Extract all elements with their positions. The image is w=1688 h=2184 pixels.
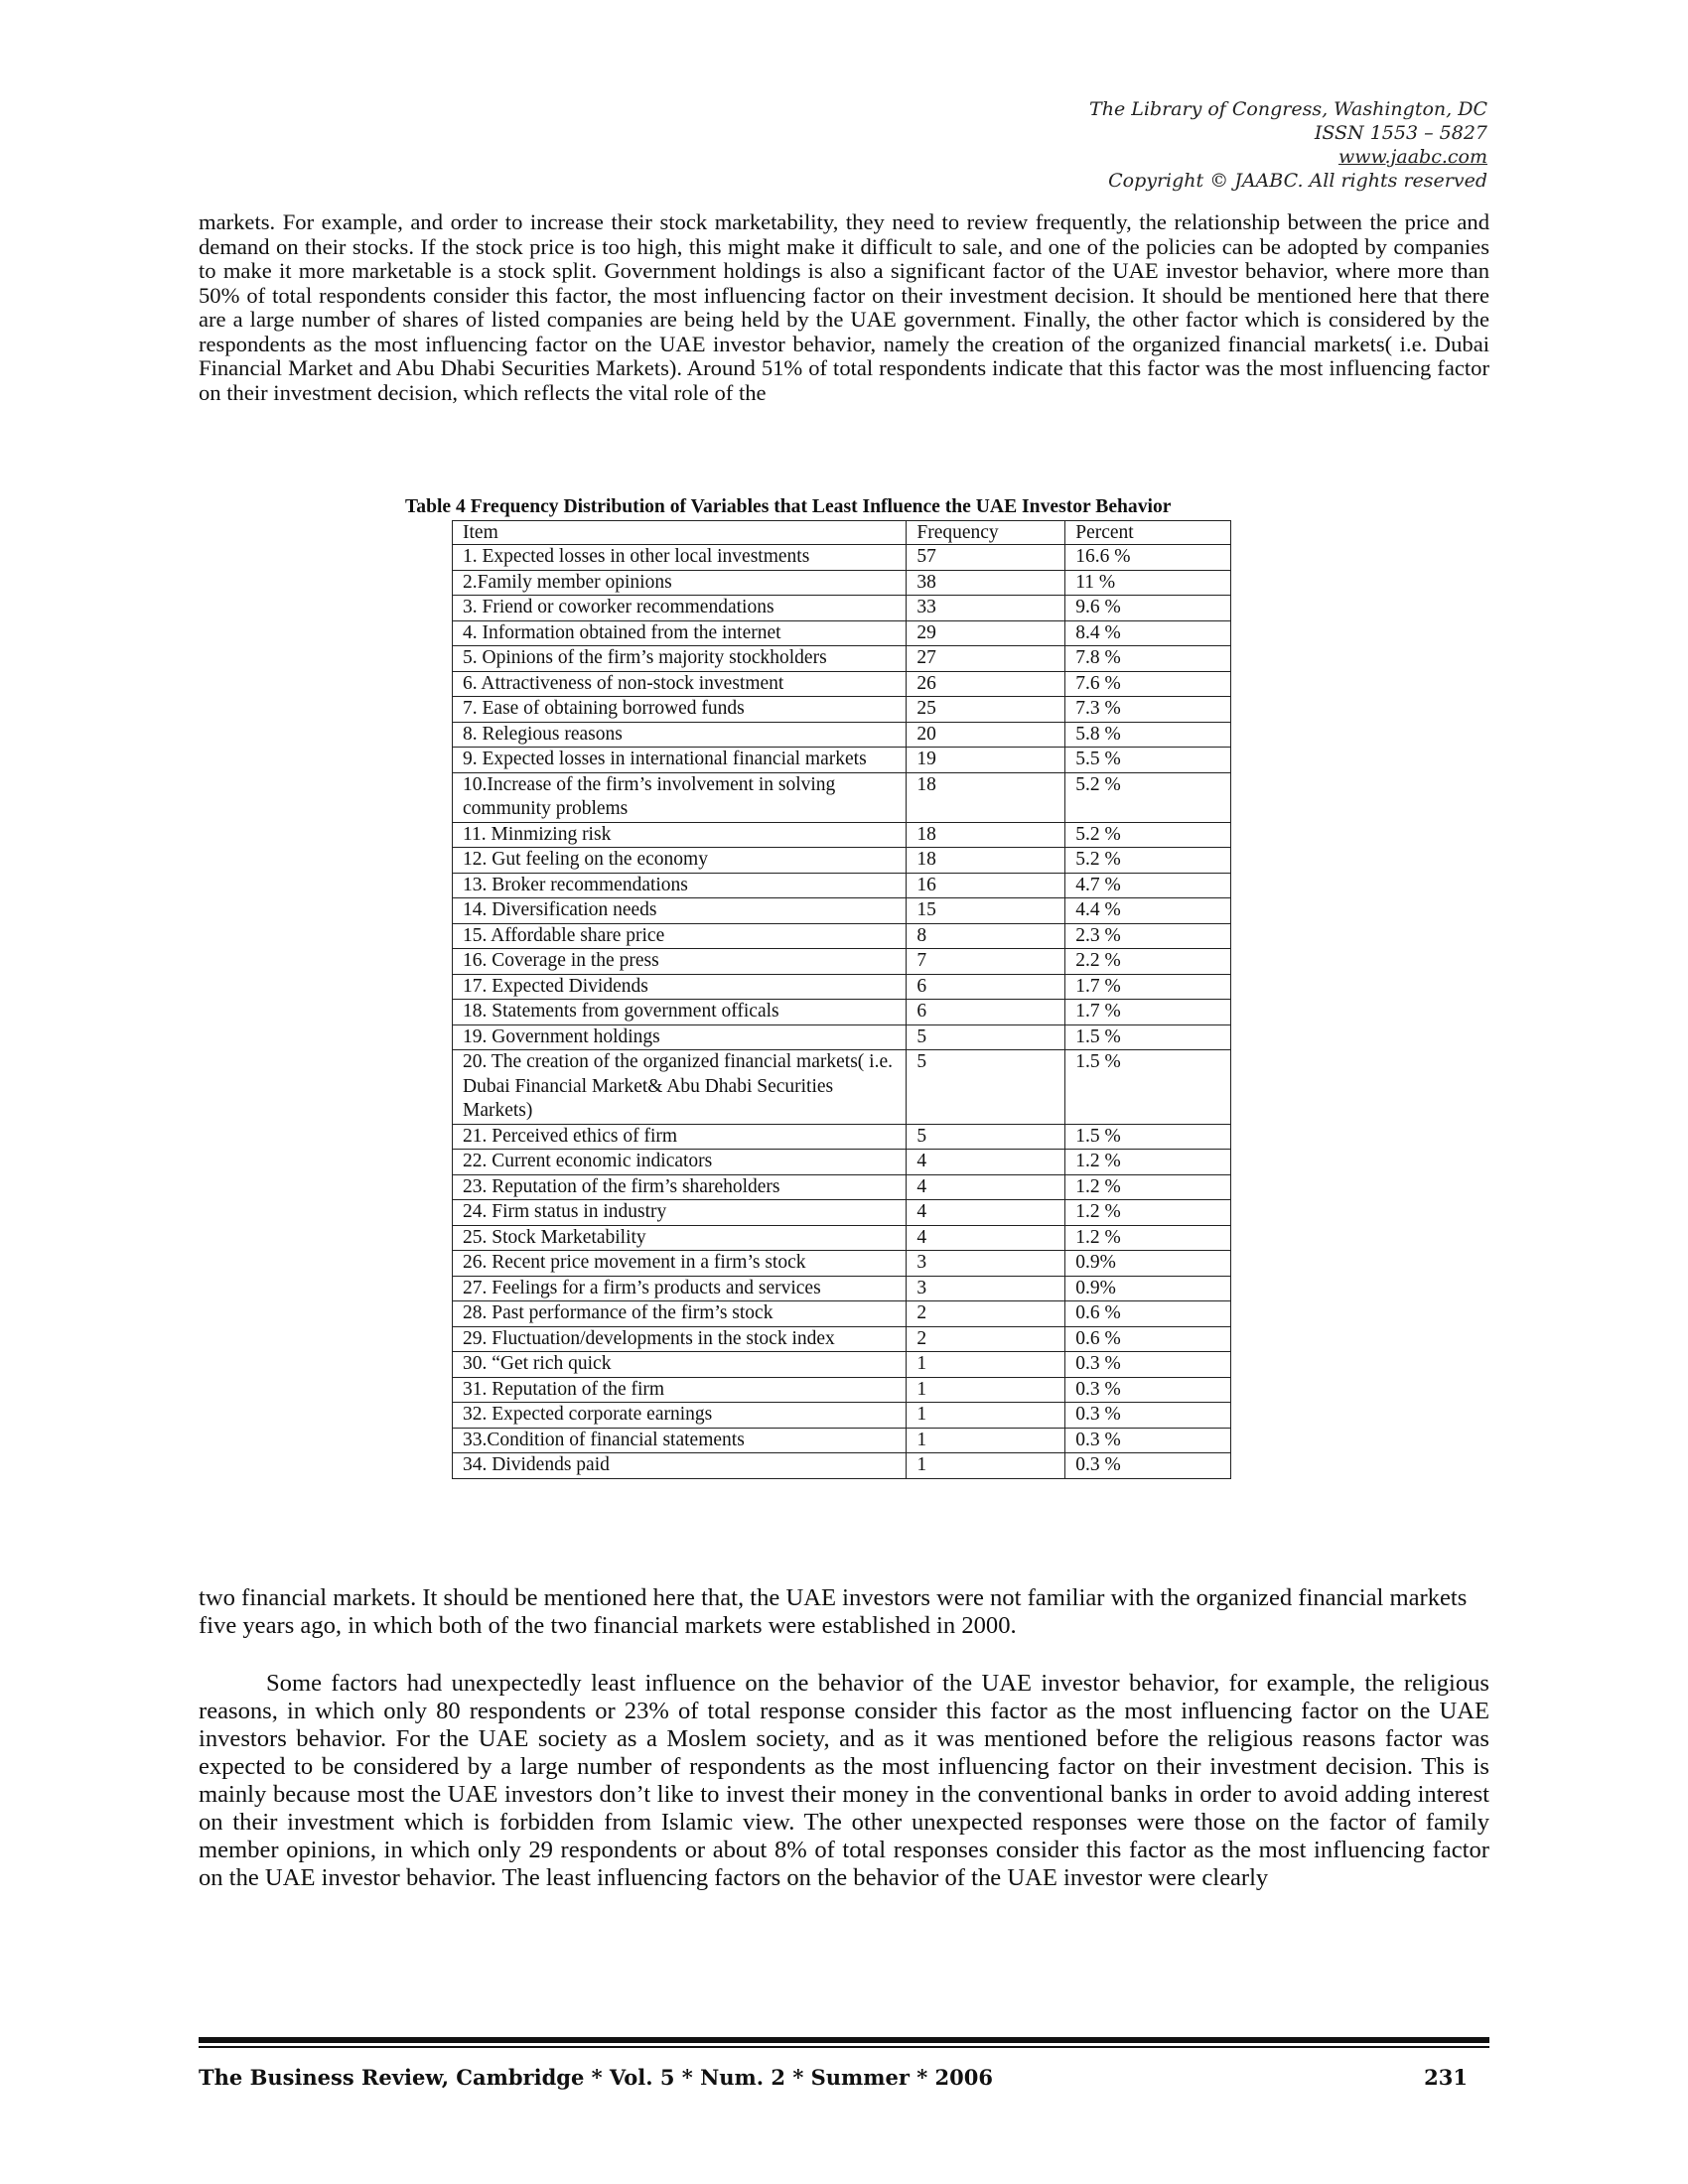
cell-item: 28. Past performance of the firm’s stock <box>453 1301 907 1327</box>
cell-frequency: 18 <box>907 772 1065 822</box>
cell-percent: 1.5 % <box>1065 1050 1231 1125</box>
cell-percent: 2.2 % <box>1065 949 1231 975</box>
cell-item: 21. Perceived ethics of firm <box>453 1124 907 1150</box>
cell-item: 10.Increase of the firm’s involvement in solving community problems <box>453 772 907 822</box>
running-header <box>1089 97 1487 193</box>
header-frequency: Frequency <box>907 521 1065 545</box>
frequency-table <box>452 520 1231 1479</box>
cell-item: 12. Gut feeling on the economy <box>453 848 907 874</box>
cell-percent: 0.3 % <box>1065 1453 1231 1479</box>
table-row <box>453 1251 1231 1277</box>
cell-frequency: 5 <box>907 1124 1065 1150</box>
header-library: The Library of Congress, Washington, DC <box>1089 98 1487 120</box>
body-paragraph-3: Some factors had unexpectedly least influence on the behavior of the UAE investor behavior, for example, the religious reasons, in which only 80 respondents or 23% of total response consider this factor as the most influencing factor on the UAE investors behavior. For the UAE society as a Moslem society, and as it was mentioned before the religious reasons factor was expected to be considered by a large number of respondents as the most influencing factor on their investment decision. This is mainly because most the UAE investors don’t like to invest their money in the conventional banks in order to avoid adding interest on their investment which is forbidden from Islamic view. The other unexpected responses were those on the factor of family member opinions, in which only 29 respondents or about 8% of total responses consider this factor as the most influencing factor on the UAE investor behavior. The least influencing factors on the behavior of the UAE investor were clearly <box>199 1670 1489 1891</box>
cell-percent: 1.2 % <box>1065 1150 1231 1175</box>
table-row <box>453 1276 1231 1301</box>
cell-frequency: 6 <box>907 1000 1065 1025</box>
table-row <box>453 1174 1231 1200</box>
cell-item: 34. Dividends paid <box>453 1453 907 1479</box>
cell-percent: 1.7 % <box>1065 1000 1231 1025</box>
cell-item: 33.Condition of financial statements <box>453 1428 907 1453</box>
cell-item: 23. Reputation of the firm’s shareholders <box>453 1174 907 1200</box>
table-row <box>453 1403 1231 1429</box>
cell-item: 15. Affordable share price <box>453 923 907 949</box>
table-row <box>453 1124 1231 1150</box>
cell-frequency: 4 <box>907 1150 1065 1175</box>
table-row <box>453 646 1231 672</box>
cell-frequency: 3 <box>907 1276 1065 1301</box>
cell-frequency: 8 <box>907 923 1065 949</box>
cell-percent: 8.4 % <box>1065 620 1231 646</box>
cell-percent: 16.6 % <box>1065 545 1231 571</box>
table-row <box>453 873 1231 898</box>
cell-frequency: 29 <box>907 620 1065 646</box>
cell-percent: 5.8 % <box>1065 722 1231 748</box>
table-row <box>453 1050 1231 1125</box>
cell-item: 16. Coverage in the press <box>453 949 907 975</box>
table-body <box>453 545 1231 1479</box>
table-row <box>453 1301 1231 1327</box>
cell-percent: 4.4 % <box>1065 898 1231 924</box>
cell-percent: 5.2 % <box>1065 772 1231 822</box>
cell-item: 17. Expected Dividends <box>453 974 907 1000</box>
cell-item: 8. Relegious reasons <box>453 722 907 748</box>
cell-frequency: 27 <box>907 646 1065 672</box>
cell-frequency: 26 <box>907 671 1065 697</box>
footer-rule-thick <box>199 2037 1489 2043</box>
cell-frequency: 1 <box>907 1428 1065 1453</box>
cell-frequency: 4 <box>907 1225 1065 1251</box>
cell-percent: 1.2 % <box>1065 1200 1231 1226</box>
cell-frequency: 4 <box>907 1200 1065 1226</box>
table-row <box>453 923 1231 949</box>
cell-item: 24. Firm status in industry <box>453 1200 907 1226</box>
table-row <box>453 974 1231 1000</box>
cell-frequency: 4 <box>907 1174 1065 1200</box>
cell-percent: 7.8 % <box>1065 646 1231 672</box>
cell-percent: 0.9% <box>1065 1276 1231 1301</box>
cell-item: 3. Friend or coworker recommendations <box>453 596 907 621</box>
table-row <box>453 620 1231 646</box>
cell-frequency: 2 <box>907 1326 1065 1352</box>
cell-frequency: 25 <box>907 697 1065 723</box>
cell-item: 9. Expected losses in international financial markets <box>453 748 907 773</box>
table-row <box>453 570 1231 596</box>
cell-frequency: 1 <box>907 1377 1065 1403</box>
cell-frequency: 18 <box>907 848 1065 874</box>
table-row <box>453 1150 1231 1175</box>
table-row <box>453 1428 1231 1453</box>
table-caption: Table 4 Frequency Distribution of Variables that Least Influence the UAE Investor Behavior <box>405 496 1172 517</box>
cell-percent: 0.3 % <box>1065 1403 1231 1429</box>
cell-frequency: 15 <box>907 898 1065 924</box>
header-item: Item <box>453 521 907 545</box>
body-paragraph-1: markets. For example, and order to increase their stock marketability, they need to review frequently, the relationship between the price and demand on their stocks. If the stock price is too high, this might make it difficult to sale, and one of the policies can be adopted by companies to make it more marketable is a stock split. Government holdings is also a significant factor of the UAE investor behavior, where more than 50% of total respondents consider this factor, the most influencing factor on their investment decision. It should be mentioned here that there are a large number of shares of listed companies are being held by the UAE government. Finally, the other factor which is considered by the respondents as the most influencing factor on the UAE investor behavior, namely the creation of the organized financial markets( i.e. Dubai Financial Market and Abu Dhabi Securities Markets). Around 51% of total respondents indicate that this factor was the most influencing factor on their investment decision, which reflects the vital role of the <box>199 209 1489 405</box>
table-row <box>453 671 1231 697</box>
cell-percent: 7.6 % <box>1065 671 1231 697</box>
cell-frequency: 19 <box>907 748 1065 773</box>
cell-item: 30. “Get rich quick <box>453 1352 907 1378</box>
cell-item: 27. Feelings for a firm’s products and services <box>453 1276 907 1301</box>
cell-item: 20. The creation of the organized financial markets( i.e. Dubai Financial Market& Abu Dhabi Securities Markets) <box>453 1050 907 1125</box>
cell-percent: 1.5 % <box>1065 1124 1231 1150</box>
table-row <box>453 898 1231 924</box>
cell-frequency: 1 <box>907 1403 1065 1429</box>
table-row <box>453 1200 1231 1226</box>
header-website-link[interactable]: www.jaabc.com <box>1337 146 1487 168</box>
table-row <box>453 822 1231 848</box>
table-row <box>453 772 1231 822</box>
cell-frequency: 18 <box>907 822 1065 848</box>
header-issn: ISSN 1553 – 5827 <box>1314 122 1487 144</box>
table-row <box>453 697 1231 723</box>
cell-frequency: 1 <box>907 1352 1065 1378</box>
footer-journal: The Business Review, Cambridge * Vol. 5 * Num. 2 * Summer * 2006 <box>199 2065 993 2090</box>
cell-percent: 0.6 % <box>1065 1326 1231 1352</box>
cell-item: 26. Recent price movement in a firm’s stock <box>453 1251 907 1277</box>
cell-percent: 11 % <box>1065 570 1231 596</box>
cell-frequency: 5 <box>907 1050 1065 1125</box>
cell-item: 6. Attractiveness of non-stock investment <box>453 671 907 697</box>
cell-percent: 0.3 % <box>1065 1352 1231 1378</box>
table-row <box>453 949 1231 975</box>
cell-item: 14. Diversification needs <box>453 898 907 924</box>
cell-item: 7. Ease of obtaining borrowed funds <box>453 697 907 723</box>
table-row <box>453 722 1231 748</box>
table-row <box>453 1326 1231 1352</box>
cell-item: 19. Government holdings <box>453 1024 907 1050</box>
cell-item: 32. Expected corporate earnings <box>453 1403 907 1429</box>
table-row <box>453 1225 1231 1251</box>
cell-frequency: 16 <box>907 873 1065 898</box>
cell-percent: 0.9% <box>1065 1251 1231 1277</box>
body-paragraph-2: two financial markets. It should be mentioned here that, the UAE investors were not familiar with the organized financial markets five years ago, in which both of the two financial markets were established in 2000. <box>199 1584 1468 1639</box>
cell-percent: 1.5 % <box>1065 1024 1231 1050</box>
cell-frequency: 5 <box>907 1024 1065 1050</box>
cell-item: 5. Opinions of the firm’s majority stockholders <box>453 646 907 672</box>
cell-item: 29. Fluctuation/developments in the stock index <box>453 1326 907 1352</box>
cell-percent: 2.3 % <box>1065 923 1231 949</box>
cell-percent: 0.6 % <box>1065 1301 1231 1327</box>
header-percent: Percent <box>1065 521 1231 545</box>
table-row <box>453 1377 1231 1403</box>
cell-item: 25. Stock Marketability <box>453 1225 907 1251</box>
cell-frequency: 7 <box>907 949 1065 975</box>
cell-percent: 0.3 % <box>1065 1428 1231 1453</box>
footer-rule-thin <box>199 2046 1489 2048</box>
cell-percent: 1.2 % <box>1065 1225 1231 1251</box>
cell-frequency: 1 <box>907 1453 1065 1479</box>
cell-frequency: 57 <box>907 545 1065 571</box>
cell-percent: 1.7 % <box>1065 974 1231 1000</box>
header-copyright: Copyright © JAABC. All rights reserved <box>1108 170 1487 192</box>
cell-frequency: 6 <box>907 974 1065 1000</box>
cell-frequency: 3 <box>907 1251 1065 1277</box>
table-row <box>453 1000 1231 1025</box>
cell-frequency: 33 <box>907 596 1065 621</box>
table-row <box>453 748 1231 773</box>
table-header-row <box>453 521 1231 545</box>
cell-item: 1. Expected losses in other local investments <box>453 545 907 571</box>
cell-frequency: 2 <box>907 1301 1065 1327</box>
table-row <box>453 1453 1231 1479</box>
cell-percent: 5.2 % <box>1065 848 1231 874</box>
cell-item: 4. Information obtained from the internet <box>453 620 907 646</box>
cell-item: 22. Current economic indicators <box>453 1150 907 1175</box>
table-row <box>453 545 1231 571</box>
table-row <box>453 848 1231 874</box>
table-row <box>453 1024 1231 1050</box>
cell-item: 13. Broker recommendations <box>453 873 907 898</box>
table-row <box>453 1352 1231 1378</box>
cell-percent: 0.3 % <box>1065 1377 1231 1403</box>
cell-item: 18. Statements from government officals <box>453 1000 907 1025</box>
table-row <box>453 596 1231 621</box>
cell-item: 31. Reputation of the firm <box>453 1377 907 1403</box>
cell-percent: 5.5 % <box>1065 748 1231 773</box>
page-number: 231 <box>1424 2065 1468 2090</box>
cell-item: 2.Family member opinions <box>453 570 907 596</box>
cell-percent: 5.2 % <box>1065 822 1231 848</box>
cell-percent: 7.3 % <box>1065 697 1231 723</box>
cell-percent: 9.6 % <box>1065 596 1231 621</box>
cell-frequency: 20 <box>907 722 1065 748</box>
cell-item: 11. Minmizing risk <box>453 822 907 848</box>
cell-frequency: 38 <box>907 570 1065 596</box>
cell-percent: 1.2 % <box>1065 1174 1231 1200</box>
cell-percent: 4.7 % <box>1065 873 1231 898</box>
